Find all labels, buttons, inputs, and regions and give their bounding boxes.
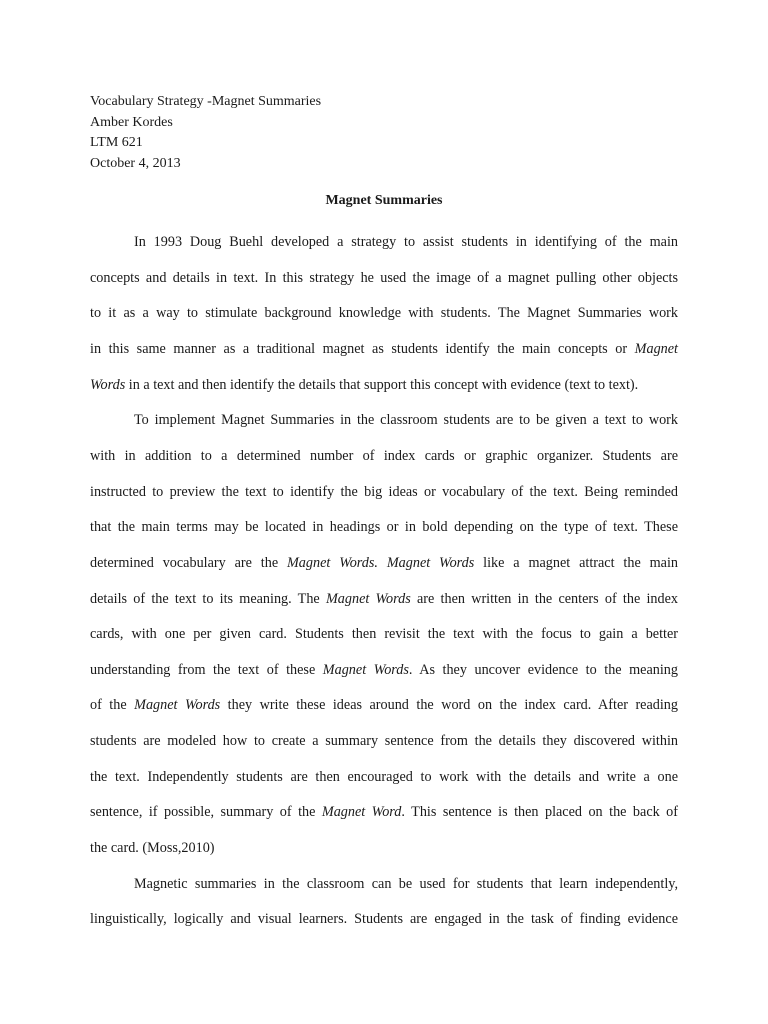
text-run: . As they uncover evidence to the meaning <box>408 662 678 678</box>
paragraph-3-line-2: linguistically, logically and visual learners. Students are engaged in the task of finding evidence <box>90 911 678 927</box>
paragraph-2-line-13: the card. (Moss,2010) <box>90 840 215 856</box>
paragraph-1-line-5 <box>90 374 678 396</box>
paragraph-2-line-6 <box>90 588 678 610</box>
document-header <box>90 92 321 175</box>
text-run: they write these ideas around the word on the index card. After reading <box>220 697 678 713</box>
paragraph-1-line-4 <box>90 338 678 360</box>
paragraph-2-line-10: students are modeled how to create a summary sentence from the details they discovered within <box>90 733 678 749</box>
author-name: Amber Kordes <box>90 114 173 130</box>
page-title: Magnet Summaries <box>325 193 443 208</box>
paragraph-2-line-11: the text. Independently students are then encouraged to work with the details and write a one <box>90 769 678 785</box>
text-run: in a text and then identify the details that support this concept with evidence (text to text). <box>125 377 639 393</box>
paragraph-2-line-9 <box>90 694 678 716</box>
paragraph-2-line-4: that the main terms may be located in headings or in bold depending on the type of text. These <box>90 519 678 535</box>
paragraph-1-line-3: to it as a way to stimulate background knowledge with students. The Magnet Summaries work <box>90 305 678 321</box>
magnet-term: Magnet <box>634 341 678 357</box>
magnet-term: Magnet Words <box>325 591 411 607</box>
text-run: in this same manner as a traditional magnet as students identify the main concepts or <box>90 341 635 357</box>
text-run: sentence, if possible, summary of the <box>90 804 322 820</box>
text-run: details of the text to its meaning. The <box>90 591 326 607</box>
text-run <box>378 555 387 571</box>
paragraph-2-line-8 <box>90 659 678 681</box>
document-date: October 4, 2013 <box>90 156 181 172</box>
text-run: of the <box>90 697 135 713</box>
paragraph-2-line-2: with in addition to a determined number of index cards or graphic organizer. Students are <box>90 448 678 464</box>
magnet-term: Magnet Words <box>322 662 409 678</box>
paragraph-2-line-12 <box>90 801 678 823</box>
document-heading: Vocabulary Strategy -Magnet Summaries <box>90 94 322 109</box>
text-run: determined vocabulary are the <box>90 555 287 571</box>
magnet-term: Magnet Words. <box>286 555 378 571</box>
paragraph-2-line-7: cards, with one per given card. Students then revisit the text with the focus to gain a better <box>90 626 678 642</box>
paragraph-3-line-1: Magnetic summaries in the classroom can be used for students that learn independently, <box>134 876 678 892</box>
course-code: LTM 621 <box>90 135 143 151</box>
paragraph-1-line-2: concepts and details in text. In this strategy he used the image of a magnet pulling other objects <box>90 270 678 286</box>
paragraph-2-line-3: instructed to preview the text to identify the big ideas or vocabulary of the text. Being reminded <box>90 484 678 500</box>
magnet-term: Words <box>90 377 126 393</box>
magnet-term: Magnet Words <box>386 555 475 571</box>
magnet-term: Magnet Word <box>321 804 402 820</box>
text-run: . This sentence is then placed on the back of <box>401 804 678 820</box>
text-run: understanding from the text of these <box>90 662 323 678</box>
paragraph-1-line-1: In 1993 Doug Buehl developed a strategy to assist students in identifying of the main <box>134 234 678 250</box>
paragraph-2-line-1: To implement Magnet Summaries in the classroom students are to be given a text to work <box>134 412 678 428</box>
magnet-term: Magnet Words <box>134 697 221 713</box>
text-run: like a magnet attract the main <box>474 555 678 571</box>
paragraph-2-line-5 <box>90 552 678 574</box>
text-run: are then written in the centers of the index <box>410 591 678 607</box>
